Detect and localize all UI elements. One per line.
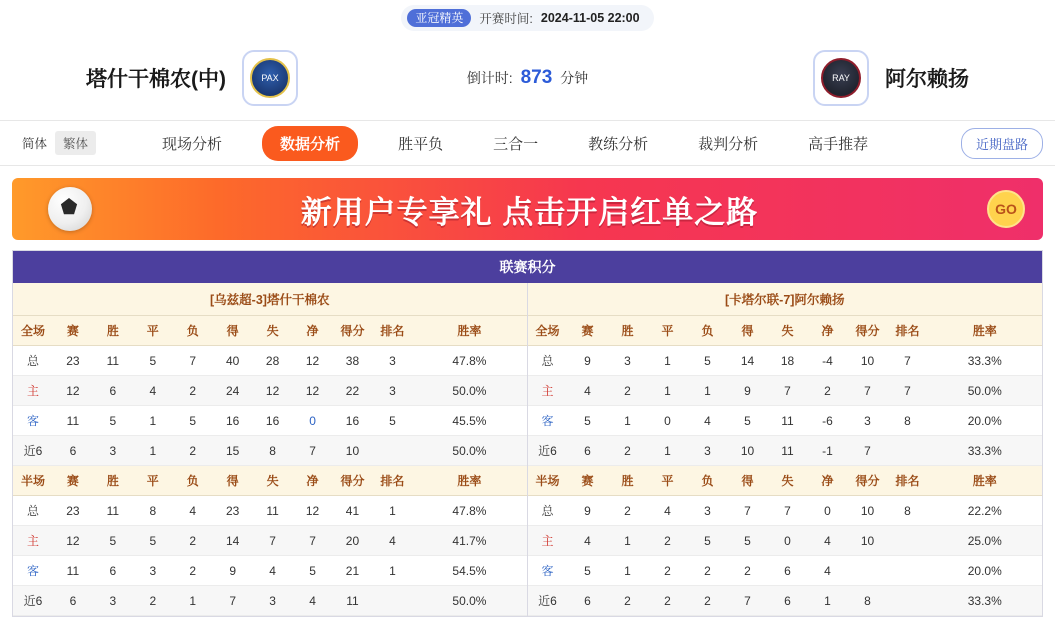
cell-win-rate: 47.8%	[412, 346, 526, 376]
cell-scope: 近6	[13, 586, 53, 616]
cell-gd: 12	[293, 496, 333, 526]
cell-played: 23	[53, 346, 93, 376]
cell-gd: -1	[808, 436, 848, 466]
cell-lose: 2	[688, 556, 728, 586]
language-toggle[interactable]	[14, 131, 96, 155]
cell-lose: 3	[688, 496, 728, 526]
cell-points: 7	[848, 436, 888, 466]
cell-lose: 5	[688, 346, 728, 376]
col-rank: 排名	[372, 316, 412, 346]
col-goals-against: 失	[768, 316, 808, 346]
cell-win: 3	[93, 586, 133, 616]
cell-scope: 总	[13, 496, 53, 526]
tab-referee-analysis[interactable]: 裁判分析	[698, 135, 759, 153]
countdown	[0, 67, 1055, 89]
col-lose: 负	[688, 316, 728, 346]
soccer-ball-icon	[48, 187, 92, 231]
cell-ga: 11	[768, 436, 808, 466]
col-win: 胜	[608, 316, 648, 346]
cell-ga: 11	[768, 406, 808, 436]
col-win: 胜	[93, 316, 133, 346]
top-info-bar	[0, 0, 1055, 36]
cell-gf: 23	[213, 496, 253, 526]
cell-gf: 14	[728, 346, 768, 376]
cell-gd: 0	[808, 496, 848, 526]
lang-simplified[interactable]: 简体	[22, 137, 48, 151]
table-row	[13, 436, 527, 466]
col-points: 得分	[333, 466, 373, 496]
table-header-row	[13, 316, 527, 346]
cell-points: 10	[848, 496, 888, 526]
cell-ga: 11	[253, 496, 293, 526]
cell-gd: 5	[293, 556, 333, 586]
start-time-value: 2024-11-05 22:00	[540, 11, 640, 25]
tab-coach-analysis[interactable]: 教练分析	[588, 135, 649, 153]
cell-draw: 4	[648, 496, 688, 526]
cell-scope: 客	[528, 406, 568, 436]
cell-ga: 4	[253, 556, 293, 586]
cell-rank: 1	[372, 556, 412, 586]
cell-played: 4	[568, 526, 608, 556]
cell-points	[848, 556, 888, 586]
countdown-value: 873	[520, 67, 553, 88]
cell-played: 4	[568, 376, 608, 406]
cell-points: 8	[848, 586, 888, 616]
countdown-label: 倒计时:	[466, 70, 513, 86]
col-win: 胜	[608, 466, 648, 496]
home-team-crest-icon: PAX	[250, 58, 290, 98]
cell-played: 9	[568, 346, 608, 376]
cell-draw: 1	[648, 376, 688, 406]
cell-rank: 1	[372, 496, 412, 526]
col-goal-diff: 净	[808, 466, 848, 496]
cell-lose: 4	[688, 406, 728, 436]
cell-played: 6	[568, 586, 608, 616]
cell-gf: 9	[213, 556, 253, 586]
cell-ga: 18	[768, 346, 808, 376]
nav-items	[152, 126, 878, 161]
table-row	[528, 436, 1043, 466]
cell-win-rate: 50.0%	[412, 436, 526, 466]
cell-lose: 2	[173, 526, 213, 556]
cell-gd: 1	[808, 586, 848, 616]
cell-win: 11	[93, 346, 133, 376]
cell-gf: 5	[728, 526, 768, 556]
cell-win: 2	[608, 496, 648, 526]
cell-points: 10	[848, 526, 888, 556]
col-draw: 平	[133, 316, 173, 346]
cell-win: 1	[608, 526, 648, 556]
cell-ga: 0	[768, 526, 808, 556]
cell-points: 10	[333, 436, 373, 466]
promo-go-button[interactable]: GO	[987, 190, 1025, 228]
home-standings-header: [乌兹超-3]塔什干棉农	[13, 283, 527, 316]
home-half-time-table	[13, 466, 527, 616]
cell-rank: 8	[888, 406, 928, 436]
cell-ga: 7	[253, 526, 293, 556]
league-tag[interactable]: 亚冠精英	[407, 9, 471, 27]
col-lose: 负	[173, 316, 213, 346]
cell-draw: 1	[648, 436, 688, 466]
cell-win-rate: 22.2%	[928, 496, 1043, 526]
cell-win: 11	[93, 496, 133, 526]
table-row	[528, 346, 1043, 376]
recent-odds-button[interactable]: 近期盘路	[961, 128, 1043, 159]
cell-win-rate: 20.0%	[928, 406, 1043, 436]
cell-gf: 40	[213, 346, 253, 376]
tab-data-analysis[interactable]: 数据分析	[262, 126, 358, 161]
cell-scope: 主	[13, 376, 53, 406]
col-points: 得分	[848, 466, 888, 496]
col-played: 赛	[53, 466, 93, 496]
col-rank: 排名	[888, 316, 928, 346]
col-goals-for: 得	[213, 316, 253, 346]
cell-points: 16	[333, 406, 373, 436]
col-goal-diff: 净	[293, 466, 333, 496]
cell-win: 1	[608, 406, 648, 436]
cell-ga: 3	[253, 586, 293, 616]
cell-played: 5	[568, 556, 608, 586]
countdown-unit: 分钟	[560, 70, 589, 86]
cell-points: 10	[848, 346, 888, 376]
cell-gf: 2	[728, 556, 768, 586]
league-standings-title: 联赛积分	[13, 251, 1042, 283]
cell-scope: 总	[528, 496, 568, 526]
cell-played: 5	[568, 406, 608, 436]
cell-gd: 4	[293, 586, 333, 616]
table-header-row	[528, 466, 1043, 496]
table-row	[528, 406, 1043, 436]
cell-rank	[372, 586, 412, 616]
tab-three-in-one[interactable]: 三合一	[493, 135, 539, 153]
cell-points: 11	[333, 586, 373, 616]
cell-played: 9	[568, 496, 608, 526]
col-goal-diff: 净	[808, 316, 848, 346]
cell-played: 12	[53, 526, 93, 556]
cell-lose: 2	[173, 436, 213, 466]
away-team-name: 阿尔赖扬	[885, 68, 969, 91]
col-goal-diff: 净	[293, 316, 333, 346]
cell-draw: 3	[133, 556, 173, 586]
cell-draw: 1	[133, 406, 173, 436]
cell-ga: 7	[768, 496, 808, 526]
cell-played: 11	[53, 406, 93, 436]
cell-gf: 7	[728, 586, 768, 616]
col-goals-for: 得	[728, 316, 768, 346]
cell-points: 22	[333, 376, 373, 406]
cell-draw: 5	[133, 526, 173, 556]
cell-rank: 5	[372, 406, 412, 436]
cell-gd: 12	[293, 376, 333, 406]
cell-gf: 24	[213, 376, 253, 406]
table-row	[528, 496, 1043, 526]
cell-draw: 2	[648, 556, 688, 586]
cell-lose: 5	[688, 526, 728, 556]
cell-win-rate: 50.0%	[412, 376, 526, 406]
cell-gf: 15	[213, 436, 253, 466]
cell-gd: 7	[293, 526, 333, 556]
table-row	[13, 556, 527, 586]
cell-rank	[888, 586, 928, 616]
table-row	[13, 496, 527, 526]
away-full-time-table	[528, 316, 1043, 466]
col-win-rate: 胜率	[412, 316, 526, 346]
cell-rank	[888, 436, 928, 466]
cell-ga: 7	[768, 376, 808, 406]
cell-scope: 客	[528, 556, 568, 586]
col-win-rate: 胜率	[928, 316, 1043, 346]
cell-points: 21	[333, 556, 373, 586]
cell-played: 11	[53, 556, 93, 586]
cell-win: 1	[608, 556, 648, 586]
cell-gd: 4	[808, 556, 848, 586]
table-row	[528, 586, 1043, 616]
main-nav	[0, 120, 1055, 166]
cell-lose: 2	[173, 376, 213, 406]
col-win-rate: 胜率	[928, 466, 1043, 496]
cell-gf: 5	[728, 406, 768, 436]
cell-rank	[888, 556, 928, 586]
col-goals-against: 失	[253, 316, 293, 346]
cell-gf: 14	[213, 526, 253, 556]
col-rank: 排名	[888, 466, 928, 496]
col-scope: 半场	[13, 466, 53, 496]
cell-win: 2	[608, 586, 648, 616]
cell-win: 2	[608, 436, 648, 466]
col-lose: 负	[688, 466, 728, 496]
cell-win-rate: 50.0%	[928, 376, 1043, 406]
cell-scope: 主	[528, 376, 568, 406]
cell-points: 3	[848, 406, 888, 436]
cell-rank	[372, 436, 412, 466]
start-time-label: 开赛时间:	[479, 12, 533, 26]
col-points: 得分	[848, 316, 888, 346]
cell-win-rate: 25.0%	[928, 526, 1043, 556]
cell-win-rate: 50.0%	[412, 586, 526, 616]
cell-win-rate: 45.5%	[412, 406, 526, 436]
tab-live-analysis[interactable]: 现场分析	[162, 135, 223, 153]
table-row	[13, 586, 527, 616]
table-row	[13, 406, 527, 436]
table-header-row	[13, 466, 527, 496]
cell-win: 3	[93, 436, 133, 466]
table-row	[528, 556, 1043, 586]
cell-lose: 3	[688, 436, 728, 466]
cell-win-rate: 47.8%	[412, 496, 526, 526]
cell-lose: 2	[688, 586, 728, 616]
cell-ga: 6	[768, 556, 808, 586]
col-draw: 平	[648, 316, 688, 346]
cell-rank: 3	[372, 376, 412, 406]
cell-points: 20	[333, 526, 373, 556]
cell-draw: 4	[133, 376, 173, 406]
cell-points: 41	[333, 496, 373, 526]
cell-scope: 近6	[13, 436, 53, 466]
cell-gd: 0	[293, 406, 333, 436]
col-win: 胜	[93, 466, 133, 496]
col-draw: 平	[133, 466, 173, 496]
match-info-chip	[401, 5, 653, 31]
cell-ga: 12	[253, 376, 293, 406]
col-scope: 全场	[528, 316, 568, 346]
cell-draw: 5	[133, 346, 173, 376]
col-goals-against: 失	[768, 466, 808, 496]
cell-points: 7	[848, 376, 888, 406]
cell-gf: 16	[213, 406, 253, 436]
cell-played: 6	[568, 436, 608, 466]
cell-win: 5	[93, 526, 133, 556]
cell-draw: 1	[133, 436, 173, 466]
cell-win-rate: 33.3%	[928, 586, 1043, 616]
teams-row	[0, 36, 1055, 120]
cell-points: 38	[333, 346, 373, 376]
cell-played: 6	[53, 586, 93, 616]
cell-gd: 2	[808, 376, 848, 406]
cell-win: 3	[608, 346, 648, 376]
away-standings-column	[528, 283, 1043, 616]
promo-banner-text: 新用户专享礼 点击开启红单之路	[300, 194, 759, 230]
home-team-name: 塔什干棉农(中)	[86, 68, 226, 91]
col-played: 赛	[53, 316, 93, 346]
cell-gd: 12	[293, 346, 333, 376]
col-scope: 全场	[13, 316, 53, 346]
cell-rank: 8	[888, 496, 928, 526]
tab-expert-picks[interactable]: 高手推荐	[808, 135, 869, 153]
cell-win-rate: 33.3%	[928, 346, 1043, 376]
col-points: 得分	[333, 316, 373, 346]
cell-draw: 2	[648, 586, 688, 616]
col-goals-for: 得	[213, 466, 253, 496]
col-scope: 半场	[528, 466, 568, 496]
cell-rank: 4	[372, 526, 412, 556]
home-standings-column	[13, 283, 528, 616]
cell-ga: 6	[768, 586, 808, 616]
cell-gf: 7	[213, 586, 253, 616]
cell-draw: 1	[648, 346, 688, 376]
col-win-rate: 胜率	[412, 466, 526, 496]
cell-ga: 28	[253, 346, 293, 376]
cell-lose: 1	[688, 376, 728, 406]
promo-banner[interactable]	[12, 178, 1043, 240]
cell-scope: 近6	[528, 436, 568, 466]
cell-win: 6	[93, 556, 133, 586]
cell-rank: 3	[372, 346, 412, 376]
cell-ga: 8	[253, 436, 293, 466]
away-standings-header: [卡塔尔联-7]阿尔赖扬	[528, 283, 1043, 316]
cell-rank: 7	[888, 376, 928, 406]
col-goals-for: 得	[728, 466, 768, 496]
cell-lose: 7	[173, 346, 213, 376]
table-row	[13, 376, 527, 406]
cell-ga: 16	[253, 406, 293, 436]
cell-lose: 4	[173, 496, 213, 526]
cell-gd: -4	[808, 346, 848, 376]
lang-traditional[interactable]: 繁体	[55, 131, 96, 155]
league-standings-block	[12, 250, 1043, 617]
col-played: 赛	[568, 466, 608, 496]
cell-gd: 4	[808, 526, 848, 556]
cell-rank: 7	[888, 346, 928, 376]
cell-played: 6	[53, 436, 93, 466]
cell-win-rate: 41.7%	[412, 526, 526, 556]
col-lose: 负	[173, 466, 213, 496]
cell-win: 6	[93, 376, 133, 406]
cell-win-rate: 54.5%	[412, 556, 526, 586]
cell-draw: 2	[648, 526, 688, 556]
cell-lose: 2	[173, 556, 213, 586]
cell-win: 2	[608, 376, 648, 406]
cell-scope: 客	[13, 406, 53, 436]
cell-gf: 10	[728, 436, 768, 466]
table-row	[528, 526, 1043, 556]
cell-draw: 8	[133, 496, 173, 526]
cell-gd: -6	[808, 406, 848, 436]
cell-scope: 总	[528, 346, 568, 376]
cell-gd: 7	[293, 436, 333, 466]
cell-scope: 近6	[528, 586, 568, 616]
cell-win-rate: 20.0%	[928, 556, 1043, 586]
away-team-crest-icon: RAY	[821, 58, 861, 98]
cell-draw: 0	[648, 406, 688, 436]
cell-draw: 2	[133, 586, 173, 616]
col-draw: 平	[648, 466, 688, 496]
cell-gf: 9	[728, 376, 768, 406]
table-row	[528, 376, 1043, 406]
cell-scope: 主	[13, 526, 53, 556]
table-row	[13, 526, 527, 556]
cell-lose: 5	[173, 406, 213, 436]
away-half-time-table	[528, 466, 1043, 616]
cell-scope: 总	[13, 346, 53, 376]
cell-played: 12	[53, 376, 93, 406]
tab-win-draw-lose[interactable]: 胜平负	[398, 135, 444, 153]
cell-rank	[888, 526, 928, 556]
cell-gf: 7	[728, 496, 768, 526]
cell-scope: 主	[528, 526, 568, 556]
col-played: 赛	[568, 316, 608, 346]
cell-win: 5	[93, 406, 133, 436]
col-goals-against: 失	[253, 466, 293, 496]
home-full-time-table	[13, 316, 527, 466]
cell-lose: 1	[173, 586, 213, 616]
table-header-row	[528, 316, 1043, 346]
cell-scope: 客	[13, 556, 53, 586]
cell-win-rate: 33.3%	[928, 436, 1043, 466]
table-row	[13, 346, 527, 376]
cell-played: 23	[53, 496, 93, 526]
col-rank: 排名	[372, 466, 412, 496]
